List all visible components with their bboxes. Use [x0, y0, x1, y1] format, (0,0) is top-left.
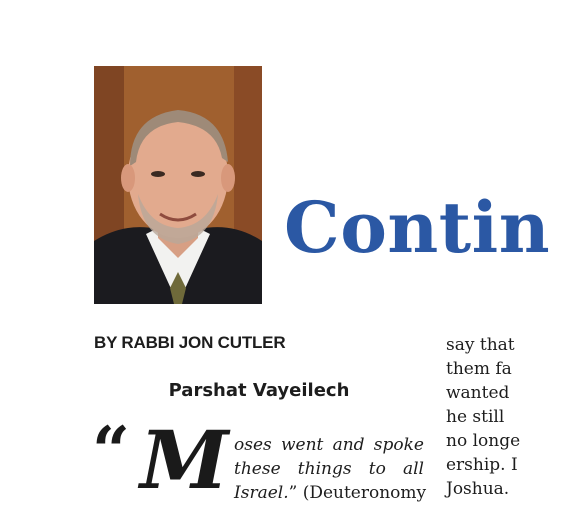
column-line: he still	[446, 407, 505, 427]
body-line: Israel.” (Deuteronomy	[234, 483, 427, 503]
column-line: say that	[446, 335, 515, 355]
body-text	[234, 433, 427, 505]
column-line: no longe	[446, 431, 521, 451]
headline: Contin	[284, 186, 551, 269]
author-portrait-image	[94, 66, 262, 304]
subhead: Parshat Vayeilech	[168, 380, 350, 401]
author-photo	[94, 66, 262, 304]
column-line: wanted	[446, 383, 510, 403]
column-line: Joshua.	[446, 479, 510, 499]
dropcap-quote-mark: “	[92, 412, 130, 490]
byline: BY RABBI JON CUTLER	[94, 333, 286, 352]
dropcap-letter: M	[140, 413, 229, 507]
body-line: oses went and spoke	[234, 435, 424, 455]
body-line: these things to all	[234, 459, 424, 479]
column-line: ership. I	[446, 455, 518, 475]
second-column-text	[446, 333, 566, 501]
column-line: them fa	[446, 359, 512, 379]
